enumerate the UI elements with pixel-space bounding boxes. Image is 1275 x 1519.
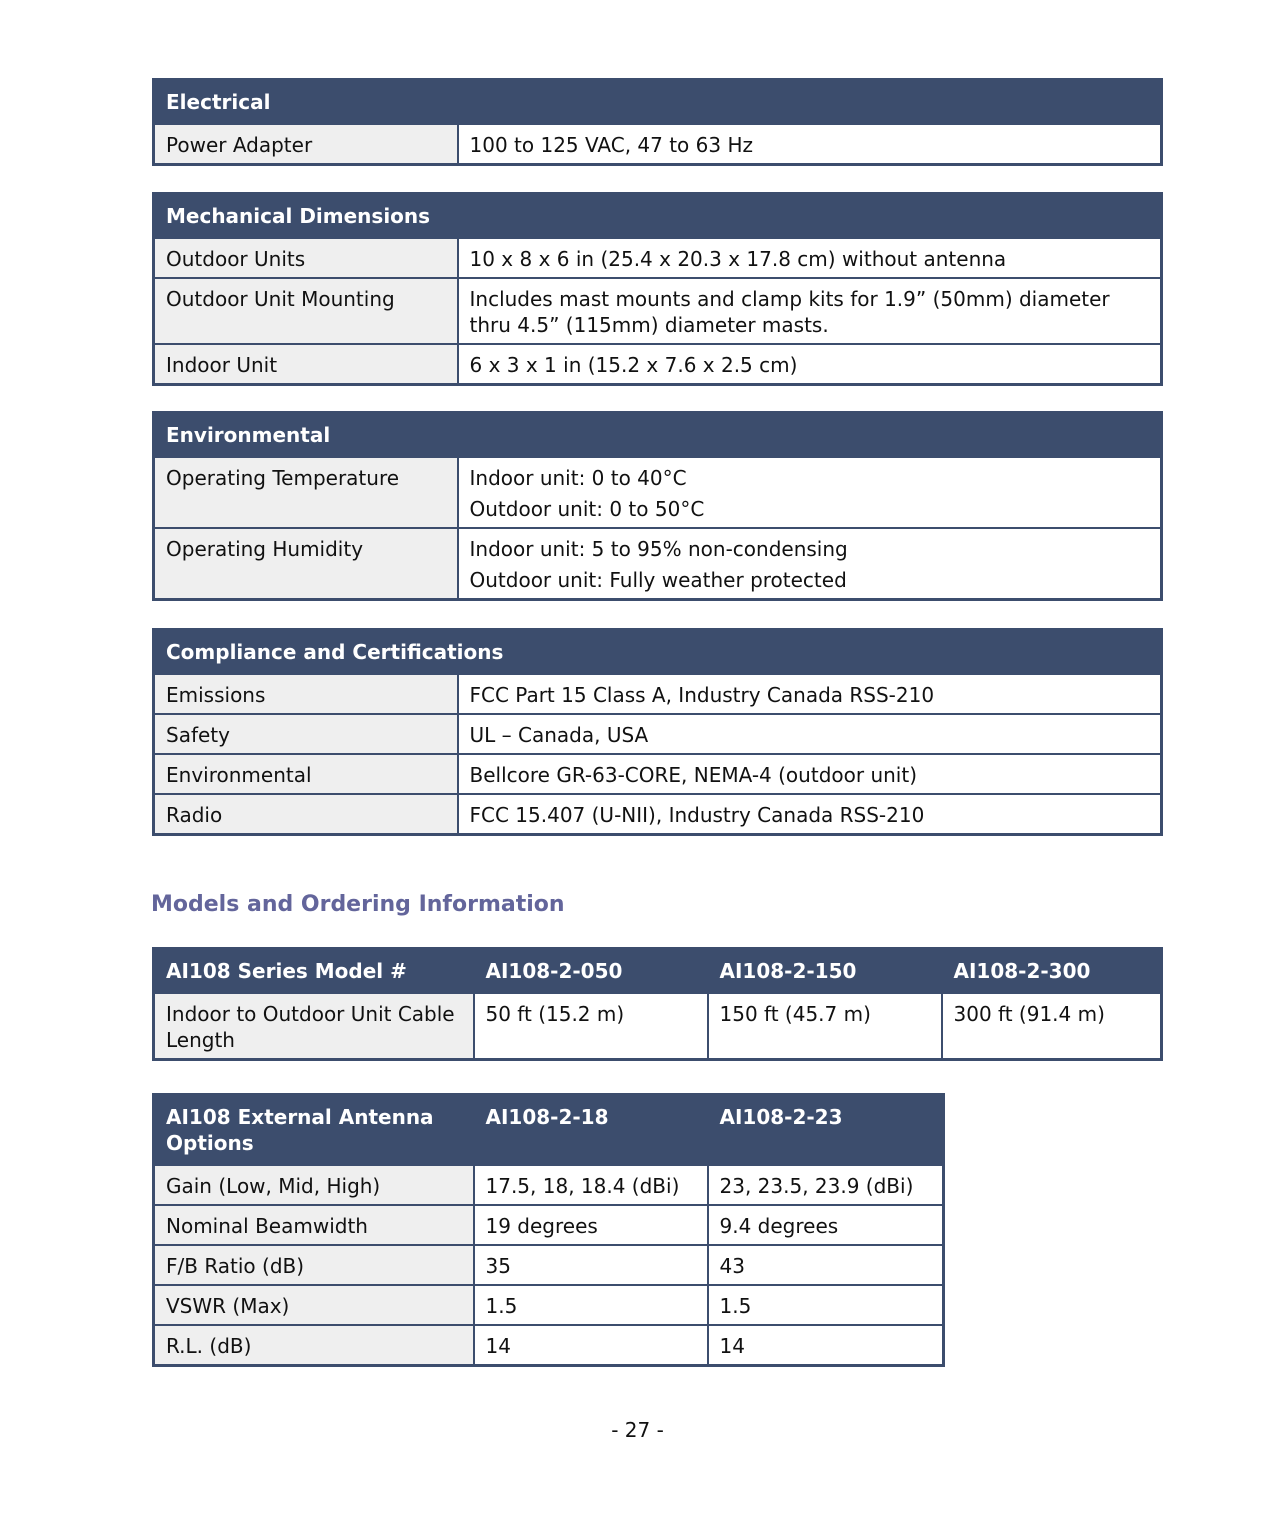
row-label: Operating Temperature <box>154 457 458 528</box>
row-value: Bellcore GR-63-CORE, NEMA-4 (outdoor unit) <box>458 754 1162 794</box>
row-label: VSWR (Max) <box>154 1285 474 1325</box>
page-number: - 27 - <box>611 1418 664 1442</box>
table-header-row <box>154 413 1162 458</box>
row-value: 9.4 degrees <box>708 1205 944 1245</box>
row-value: 6 x 3 x 1 in (15.2 x 7.6 x 2.5 cm) <box>458 344 1162 385</box>
column-header: AI108 External Antenna Options <box>154 1095 474 1166</box>
row-value: 300 ft (91.4 m) <box>942 993 1162 1060</box>
row-value: 1.5 <box>708 1285 944 1325</box>
electrical-title: Electrical <box>154 80 1162 125</box>
row-value: Includes mast mounts and clamp kits for 1.9” (50mm) diameter thru 4.5” (115mm) diameter masts. <box>458 278 1162 344</box>
compliance-table <box>152 628 1163 836</box>
table-row <box>154 993 1162 1060</box>
antenna-table <box>152 1093 945 1367</box>
column-header: AI108-2-18 <box>474 1095 708 1166</box>
table-row <box>154 457 1162 528</box>
row-value: 150 ft (45.7 m) <box>708 993 942 1060</box>
table-row <box>154 674 1162 714</box>
row-value: 19 degrees <box>474 1205 708 1245</box>
row-value: UL – Canada, USA <box>458 714 1162 754</box>
column-header: AI108-2-23 <box>708 1095 944 1166</box>
mechanical-title: Mechanical Dimensions <box>154 194 1162 239</box>
row-label: Operating Humidity <box>154 528 458 600</box>
row-label: F/B Ratio (dB) <box>154 1245 474 1285</box>
value-line: Outdoor unit: Fully weather protected <box>469 568 847 592</box>
row-label: Safety <box>154 714 458 754</box>
environmental-table <box>152 411 1163 601</box>
mechanical-table <box>152 192 1163 386</box>
environmental-title: Environmental <box>154 413 1162 458</box>
column-header: AI108-2-150 <box>708 949 942 994</box>
table-row <box>154 1245 944 1285</box>
table-row <box>154 344 1162 385</box>
row-value <box>458 528 1162 600</box>
column-header: AI108-2-300 <box>942 949 1162 994</box>
table-row <box>154 794 1162 835</box>
models-table <box>152 947 1163 1061</box>
table-row <box>154 1325 944 1366</box>
row-value: 23, 23.5, 23.9 (dBi) <box>708 1165 944 1205</box>
compliance-title: Compliance and Certifications <box>154 630 1162 675</box>
row-value <box>458 457 1162 528</box>
row-value: FCC Part 15 Class A, Industry Canada RSS-210 <box>458 674 1162 714</box>
row-label: Radio <box>154 794 458 835</box>
table-row <box>154 754 1162 794</box>
row-label: Indoor to Outdoor Unit Cable Length <box>154 993 474 1060</box>
table-header-row <box>154 630 1162 675</box>
row-value: 43 <box>708 1245 944 1285</box>
value-line: Outdoor unit: 0 to 50°C <box>469 497 705 521</box>
value-line: Indoor unit: 5 to 95% non-condensing <box>469 537 848 561</box>
table-row <box>154 1205 944 1245</box>
row-label: Emissions <box>154 674 458 714</box>
row-label: R.L. (dB) <box>154 1325 474 1366</box>
row-value: 17.5, 18, 18.4 (dBi) <box>474 1165 708 1205</box>
table-row <box>154 1165 944 1205</box>
row-label: Indoor Unit <box>154 344 458 385</box>
row-label: Nominal Beamwidth <box>154 1205 474 1245</box>
row-label: Power Adapter <box>154 124 458 165</box>
table-header-row <box>154 194 1162 239</box>
row-value: 100 to 125 VAC, 47 to 63 Hz <box>458 124 1162 165</box>
column-header: AI108-2-050 <box>474 949 708 994</box>
table-row <box>154 528 1162 600</box>
table-row <box>154 714 1162 754</box>
row-value: 1.5 <box>474 1285 708 1325</box>
row-label: Outdoor Units <box>154 238 458 278</box>
row-label: Gain (Low, Mid, High) <box>154 1165 474 1205</box>
electrical-table <box>152 78 1163 166</box>
value-line: Indoor unit: 0 to 40°C <box>469 466 687 490</box>
table-row <box>154 1285 944 1325</box>
table-header-row <box>154 1095 944 1166</box>
table-row <box>154 124 1162 165</box>
column-header: AI108 Series Model # <box>154 949 474 994</box>
row-value: 35 <box>474 1245 708 1285</box>
section-heading: Models and Ordering Information <box>151 892 565 917</box>
row-value: 50 ft (15.2 m) <box>474 993 708 1060</box>
row-label: Outdoor Unit Mounting <box>154 278 458 344</box>
row-value: 14 <box>708 1325 944 1366</box>
table-header-row <box>154 80 1162 125</box>
table-row <box>154 278 1162 344</box>
table-row <box>154 238 1162 278</box>
row-label: Environmental <box>154 754 458 794</box>
row-value: 14 <box>474 1325 708 1366</box>
row-value: 10 x 8 x 6 in (25.4 x 20.3 x 17.8 cm) without antenna <box>458 238 1162 278</box>
row-value: FCC 15.407 (U-NII), Industry Canada RSS-210 <box>458 794 1162 835</box>
table-header-row <box>154 949 1162 994</box>
